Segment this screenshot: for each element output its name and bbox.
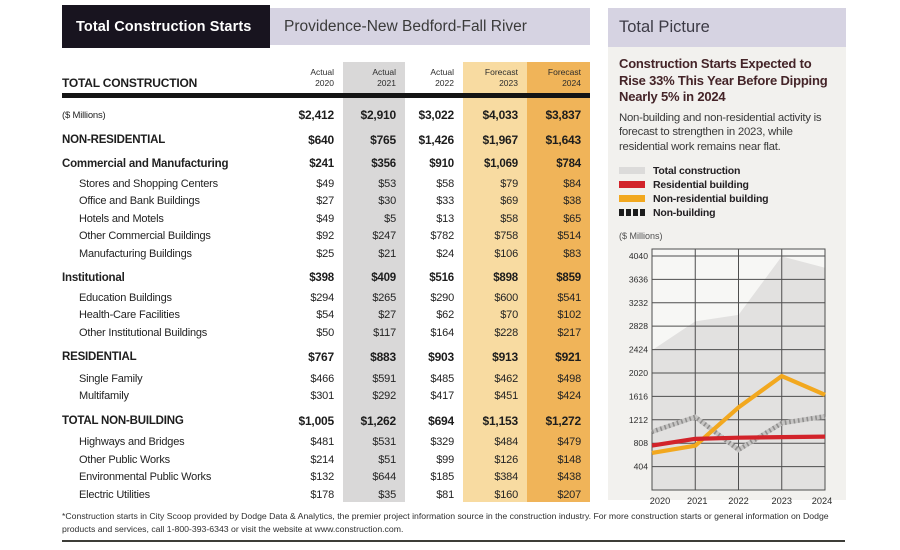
cell-value: $49 — [316, 177, 334, 190]
table-row — [62, 451, 590, 469]
total-picture-chart — [619, 243, 834, 520]
row-label: Highways and Bridges — [79, 436, 185, 449]
cell-value: $294 — [310, 291, 334, 304]
cell-value: $424 — [557, 390, 581, 403]
cell-value: $466 — [310, 372, 334, 385]
cell-value: $1,153 — [482, 413, 518, 428]
cell-value: $514 — [557, 230, 581, 243]
svg-text:2023: 2023 — [771, 495, 792, 506]
cell-value: $83 — [563, 247, 581, 260]
row-label: RESIDENTIAL — [62, 351, 137, 364]
cell-value: $265 — [372, 291, 396, 304]
cell-value: $38 — [563, 195, 581, 208]
panel-title: Total Picture — [608, 8, 846, 47]
cell-value: $62 — [436, 309, 454, 322]
cell-value: $102 — [557, 309, 581, 322]
table-title-bar — [62, 5, 590, 48]
table-row — [62, 289, 590, 307]
table-row — [62, 210, 590, 228]
svg-text:3636: 3636 — [628, 274, 648, 285]
table-row — [62, 412, 590, 430]
bottom-rule — [62, 540, 845, 542]
svg-text:1212: 1212 — [628, 414, 648, 425]
cell-value: $33 — [436, 195, 454, 208]
row-label: Commercial and Manufacturing — [62, 158, 229, 171]
table-row — [62, 324, 590, 342]
chart-legend — [619, 164, 834, 220]
cell-value: $758 — [494, 230, 518, 243]
svg-text:808: 808 — [633, 438, 648, 449]
cell-value: $883 — [370, 350, 396, 365]
row-label: Multifamily — [79, 390, 129, 403]
cell-value: $117 — [373, 326, 396, 339]
cell-value: $207 — [557, 488, 581, 501]
cell-value: $53 — [378, 177, 396, 190]
cell-value: $498 — [557, 372, 581, 385]
cell-value: $438 — [557, 471, 581, 484]
cell-value: $58 — [436, 177, 454, 190]
cell-value: $600 — [494, 291, 518, 304]
column-header-2021: Actual 2021 — [372, 66, 396, 88]
cell-value: $25 — [316, 247, 334, 260]
svg-text:404: 404 — [633, 461, 648, 472]
table-row — [62, 245, 590, 263]
svg-text:4040: 4040 — [628, 250, 648, 261]
cell-value: $329 — [430, 436, 454, 449]
cell-value: $462 — [494, 372, 518, 385]
cell-value: $228 — [494, 326, 518, 339]
cell-value: $1,426 — [418, 132, 454, 147]
construction-table-section — [62, 5, 590, 505]
column-header-2024: Forecast 2024 — [547, 66, 581, 88]
table-left-header: TOTAL CONSTRUCTION — [62, 76, 198, 90]
table-row — [62, 469, 590, 487]
table-row — [62, 193, 590, 211]
cell-value: $516 — [429, 272, 454, 285]
legend-swatch-icon — [619, 195, 645, 202]
cell-value: $1,069 — [484, 158, 518, 171]
cell-value: $640 — [308, 132, 334, 147]
cell-value: $51 — [378, 453, 396, 466]
cell-value: $164 — [430, 326, 454, 339]
cell-value: $4,033 — [482, 108, 518, 123]
cell-value: $384 — [494, 471, 518, 484]
table-row — [62, 388, 590, 406]
svg-text:3232: 3232 — [628, 297, 648, 308]
row-label: Health-Care Facilities — [79, 309, 180, 322]
legend-label: Non-residential building — [653, 192, 769, 205]
table-row — [62, 156, 590, 174]
cell-value: $2,910 — [360, 108, 396, 123]
cell-value: $58 — [500, 212, 518, 225]
cell-value: $767 — [308, 350, 334, 365]
row-label: Environmental Public Works — [79, 471, 212, 484]
legend-label: Residential building — [653, 178, 749, 191]
cell-value: $65 — [563, 212, 581, 225]
cell-value: $49 — [316, 212, 334, 225]
cell-value: $21 — [378, 247, 396, 260]
table-row — [62, 486, 590, 504]
svg-text:2020: 2020 — [628, 367, 648, 378]
legend-swatch-icon — [619, 209, 645, 216]
row-label: Other Institutional Buildings — [79, 326, 208, 339]
row-label: Other Public Works — [79, 453, 170, 466]
cell-value: $247 — [372, 230, 396, 243]
cell-value: $3,837 — [545, 108, 581, 123]
svg-text:2828: 2828 — [628, 321, 648, 332]
cell-value: $910 — [429, 158, 454, 171]
table-row — [62, 175, 590, 193]
svg-text:2024: 2024 — [811, 495, 833, 506]
cell-value: $591 — [372, 372, 396, 385]
table-row — [62, 349, 590, 367]
table-row — [62, 107, 590, 125]
legend-item — [619, 178, 834, 192]
cell-value: $79 — [500, 177, 518, 190]
cell-value: $84 — [563, 177, 581, 190]
row-label: Institutional — [62, 272, 125, 285]
cell-value: $398 — [309, 272, 334, 285]
cell-value: $356 — [371, 158, 396, 171]
cell-value: $479 — [557, 436, 581, 449]
cell-value: $782 — [430, 230, 454, 243]
cell-value: $148 — [557, 453, 581, 466]
table-row — [62, 307, 590, 325]
cell-value: $765 — [370, 132, 396, 147]
cell-value: $1,643 — [545, 132, 581, 147]
cell-value: $1,262 — [360, 413, 396, 428]
row-label: ($ Millions) — [62, 109, 106, 121]
cell-value: $481 — [310, 436, 334, 449]
legend-swatch-icon — [619, 181, 645, 188]
cell-value: $541 — [557, 291, 581, 304]
table-row — [62, 131, 590, 149]
cell-value: $27 — [378, 309, 396, 322]
construction-starts-table — [62, 62, 590, 505]
cell-value: $27 — [316, 195, 334, 208]
cell-value: $301 — [310, 390, 334, 403]
cell-value: $3,022 — [418, 108, 454, 123]
legend-item — [619, 206, 834, 220]
table-row — [62, 228, 590, 246]
cell-value: $132 — [310, 471, 334, 484]
legend-label: Total construction — [653, 164, 741, 177]
cell-value: $859 — [556, 272, 581, 285]
cell-value: $913 — [492, 350, 518, 365]
cell-value: $485 — [430, 372, 454, 385]
cell-value: $24 — [436, 247, 454, 260]
report-title: Total Construction Starts — [62, 5, 270, 48]
column-header-2023: Forecast 2023 — [484, 66, 518, 88]
cell-value: $1,967 — [482, 132, 518, 147]
row-label: Manufacturing Buildings — [79, 247, 192, 260]
cell-value: $126 — [494, 453, 518, 466]
row-label: Office and Bank Buildings — [79, 195, 200, 208]
row-label: Other Commercial Buildings — [79, 230, 211, 243]
cell-value: $92 — [316, 230, 334, 243]
total-picture-panel — [608, 8, 846, 506]
region-name: Providence-New Bedford-Fall River — [270, 8, 590, 45]
cell-value: $81 — [436, 488, 454, 501]
svg-text:1616: 1616 — [628, 391, 648, 402]
cell-value: $290 — [430, 291, 454, 304]
cell-value: $531 — [372, 436, 396, 449]
row-label: Education Buildings — [79, 291, 172, 304]
cell-value: $903 — [428, 350, 454, 365]
row-label: Electric Utilities — [79, 488, 150, 501]
cell-value: $241 — [309, 158, 334, 171]
panel-headline: Construction Starts Expected to Rise 33% This Year Before Dipping Nearly 5% in 2024 — [619, 56, 828, 104]
cell-value: $160 — [494, 488, 518, 501]
legend-swatch-icon — [619, 167, 645, 174]
column-header-2020: Actual 2020 — [310, 66, 334, 88]
cell-value: $409 — [371, 272, 396, 285]
table-row — [62, 270, 590, 288]
cell-value: $5 — [384, 212, 396, 225]
cell-value: $99 — [436, 453, 454, 466]
column-header-2022: Actual 2022 — [430, 66, 454, 88]
cell-value: $694 — [428, 413, 454, 428]
cell-value: $54 — [316, 309, 334, 322]
table-row — [62, 434, 590, 452]
cell-value: $784 — [556, 158, 581, 171]
cell-value: $69 — [500, 195, 518, 208]
cell-value: $484 — [494, 436, 518, 449]
chart-svg — [619, 243, 837, 515]
cell-value: $451 — [494, 390, 518, 403]
cell-value: $921 — [555, 350, 581, 365]
svg-text:2020: 2020 — [649, 495, 671, 506]
legend-item — [619, 192, 834, 206]
row-label: Single Family — [79, 372, 143, 385]
cell-value: $178 — [310, 488, 334, 501]
row-label: Stores and Shopping Centers — [79, 177, 218, 190]
cell-value: $35 — [378, 488, 396, 501]
cell-value: $30 — [378, 195, 396, 208]
cell-value: $1,272 — [545, 413, 581, 428]
panel-body — [608, 47, 846, 506]
svg-text:2021: 2021 — [687, 495, 708, 506]
chart-units-label: ($ Millions) — [619, 230, 663, 241]
table-rows — [62, 98, 590, 504]
row-label: NON-RESIDENTIAL — [62, 133, 166, 146]
cell-value: $70 — [500, 309, 518, 322]
cell-value: $214 — [310, 453, 334, 466]
svg-text:2424: 2424 — [628, 344, 648, 355]
legend-item — [619, 164, 834, 178]
cell-value: $185 — [430, 471, 454, 484]
cell-value: $417 — [430, 390, 454, 403]
footnote: *Construction starts in City Scoop provided by Dodge Data & Analytics, the premier project information source in the construction industry. For more construction starts or general information on Dodge products and services, call 1-800-393-6343 or visit the website at www.construction.com. — [62, 511, 829, 535]
row-label: Hotels and Motels — [79, 212, 164, 225]
cell-value: $644 — [372, 471, 396, 484]
panel-blurb: Non-building and non-residential activity is forecast to strengthen in 2023, while residential work remains near flat. — [619, 111, 822, 154]
table-header-row — [62, 62, 590, 91]
cell-value: $50 — [316, 326, 334, 339]
cell-value: $898 — [493, 272, 518, 285]
cell-value: $1,005 — [298, 413, 334, 428]
cell-value: $217 — [557, 326, 581, 339]
legend-label: Non-building — [653, 206, 716, 219]
row-label: TOTAL NON-BUILDING — [62, 414, 184, 427]
cell-value: $13 — [436, 212, 454, 225]
cell-value: $2,412 — [298, 108, 334, 123]
cell-value: $106 — [494, 247, 518, 260]
cell-value: $292 — [372, 390, 396, 403]
table-row — [62, 370, 590, 388]
svg-text:2022: 2022 — [728, 495, 749, 506]
